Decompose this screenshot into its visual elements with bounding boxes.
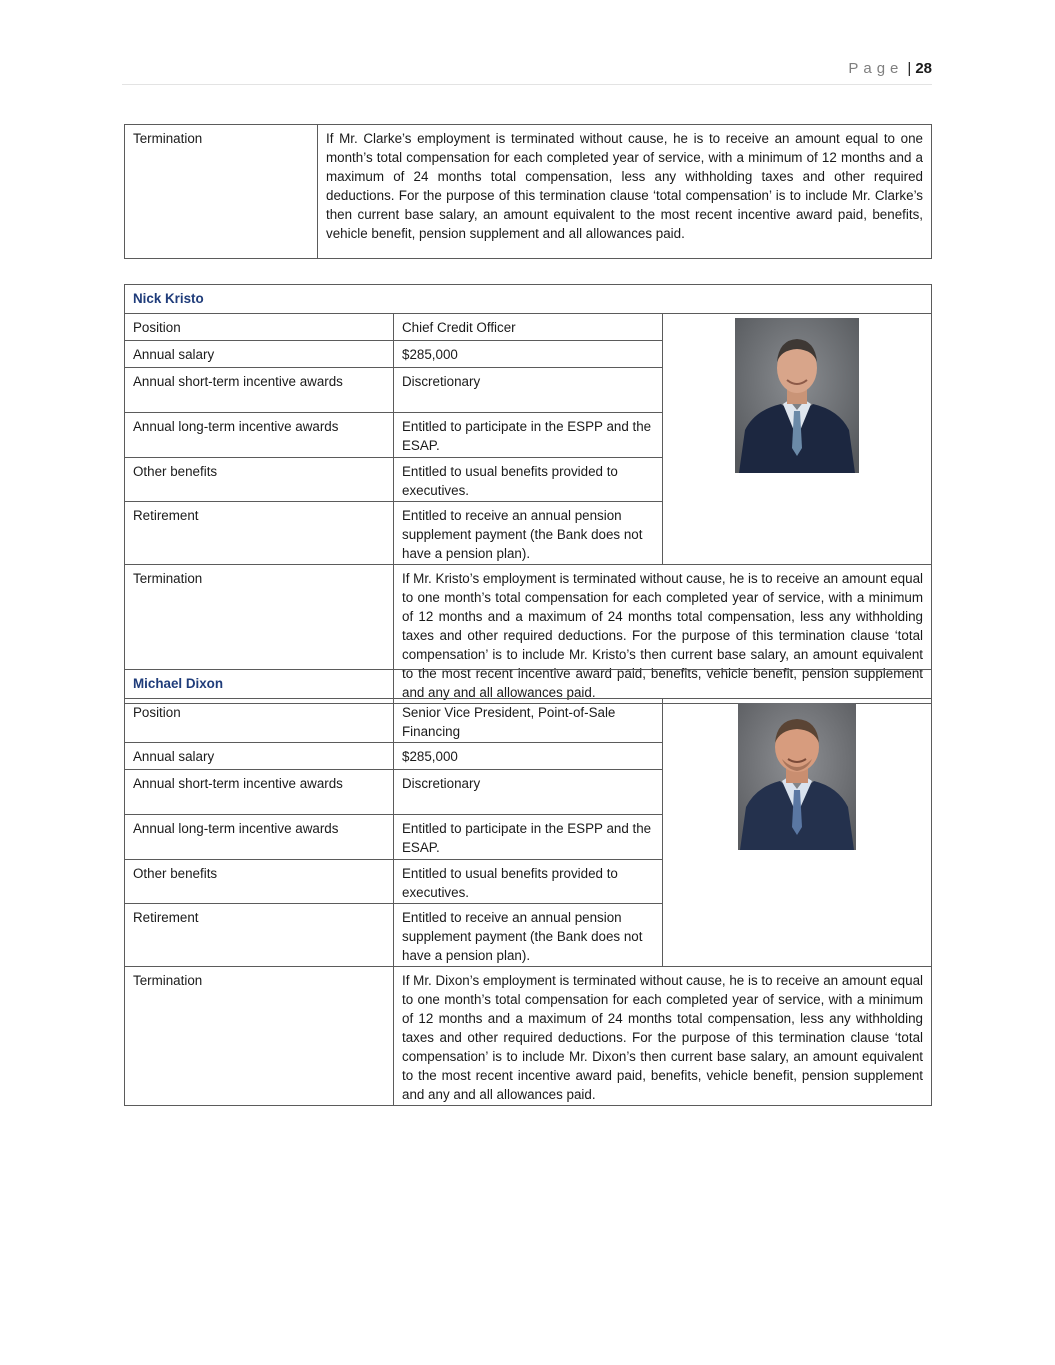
executive-photo (738, 703, 856, 850)
row-value: Senior Vice President, Point-of-Sale Financing (394, 699, 663, 743)
executive-photo (735, 318, 859, 473)
row-value: Entitled to participate in the ESPP and the ESAP. (394, 815, 663, 860)
row-value: Entitled to receive an annual pension supplement payment (the Bank does not have a pension plan). (394, 502, 663, 565)
executive-name: Michael Dixon (125, 670, 932, 699)
row-value: Discretionary (394, 368, 663, 413)
row-value: Entitled to participate in the ESPP and the ESAP. (394, 413, 663, 458)
termination-label: Termination (125, 565, 394, 704)
termination-text: If Mr. Kristo’s employment is terminated without cause, he is to receive an amount equal to one month’s total compensation for each completed year of service, with a minimum of 12 months and a maximum of 24 months total compensation, less any withholding taxes and other required deductions. For the purpose of this termination clause ‘total compensation’ is to include Mr. Kristo’s then current base salary, an amount equivalent to the most recent incentive award paid, benefits, vehicle benefit, pension supplement and any and all allowances paid. (394, 565, 932, 704)
row-value: Entitled to usual benefits provided to executives. (394, 860, 663, 904)
row-label: Annual short-term incentive awards (125, 368, 394, 413)
row-label: Annual long-term incentive awards (125, 815, 394, 860)
row-value: Entitled to usual benefits provided to executives. (394, 458, 663, 502)
row-label: Other benefits (125, 860, 394, 904)
table-row (125, 967, 932, 1106)
page-number (848, 60, 932, 77)
page-word: Page (848, 60, 904, 77)
row-label: Annual salary (125, 743, 394, 770)
row-label: Annual long-term incentive awards (125, 413, 394, 458)
row-value: Discretionary (394, 770, 663, 815)
clarke-termination-table (124, 124, 932, 259)
table-row (125, 285, 932, 314)
table-row (125, 125, 932, 259)
table-row (125, 314, 932, 341)
termination-text: If Mr. Clarke’s employment is terminated without cause, he is to receive an amount equal to one month’s total compensation for each completed year of service, with a minimum of 12 months and a maximum of 24 months total compensation, less any withholding taxes and other required deductions. For the purpose of this termination clause ‘total compensation’ is to include Mr. Clarke’s then current base salary, an amount equivalent to the most recent incentive award paid, benefits, vehicle benefit, pension supplement and all allowances paid. (318, 125, 932, 259)
row-label: Annual salary (125, 341, 394, 368)
termination-label: Termination (125, 125, 318, 259)
page-number-value: 28 (915, 60, 932, 77)
executive-name: Nick Kristo (125, 285, 932, 314)
row-label: Position (125, 314, 394, 341)
row-label: Position (125, 699, 394, 743)
termination-text: If Mr. Dixon’s employment is terminated without cause, he is to receive an amount equal to one month’s total compensation for each completed year of service, with a minimum of 12 months and a maximum of 24 months total compensation, less any withholding taxes and other required deductions. For the purpose of this termination clause ‘total compensation’ is to include Mr. Dixon’s then current base salary, an amount equivalent to the most recent incentive award paid, benefits, vehicle benefit, pension supplement and any and all allowances paid. (394, 967, 932, 1106)
row-label: Annual short-term incentive awards (125, 770, 394, 815)
kristo-table (124, 284, 932, 704)
page-header (122, 58, 932, 85)
row-label: Retirement (125, 502, 394, 565)
row-label: Retirement (125, 904, 394, 967)
photo-cell (663, 314, 932, 565)
row-label: Other benefits (125, 458, 394, 502)
termination-label: Termination (125, 967, 394, 1106)
table-row (125, 670, 932, 699)
photo-cell (663, 699, 932, 967)
page-separator: | (907, 60, 912, 77)
row-value: $285,000 (394, 341, 663, 368)
row-value: $285,000 (394, 743, 663, 770)
table-row (125, 699, 932, 743)
row-value: Chief Credit Officer (394, 314, 663, 341)
row-value: Entitled to receive an annual pension supplement payment (the Bank does not have a pension plan). (394, 904, 663, 967)
dixon-table (124, 669, 932, 1106)
